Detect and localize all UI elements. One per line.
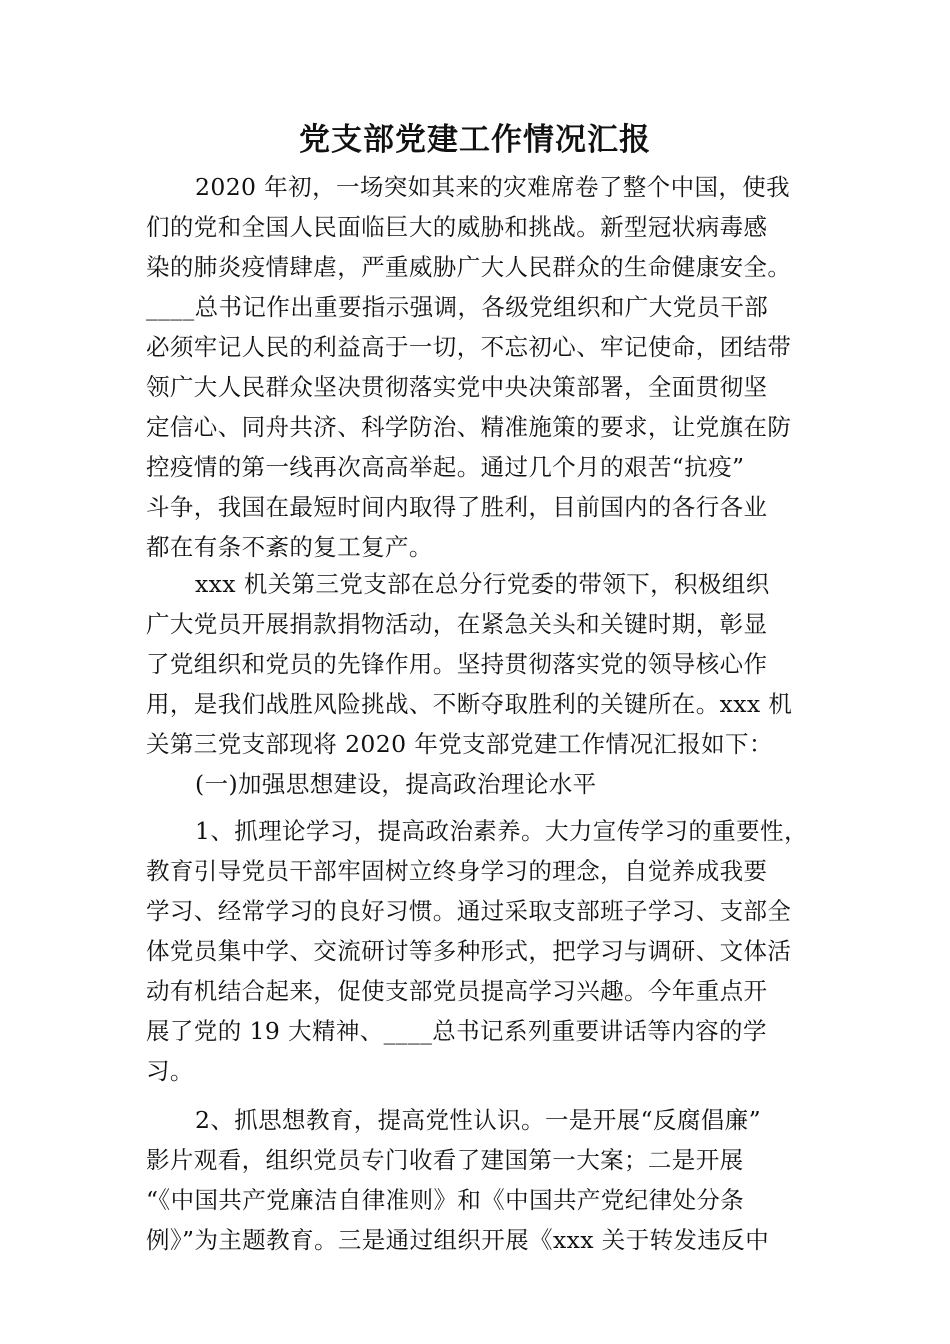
paragraph-1-line-6: 领广大人民群众坚决贯彻落实党中央决策部署，全面贯彻坚 — [146, 373, 768, 401]
paragraph-3-line-5: 动有机结合起来，促使支部党员提高学习兴趣。今年重点开 — [146, 977, 768, 1005]
paragraph-1-line-2: 们的党和全国人民面临巨大的威胁和挑战。新型冠状病毒感 — [146, 213, 768, 241]
paragraph-2-line-4: 用，是我们战胜风险挑战、不断夺取胜利的关键所在。xxx 机 — [146, 690, 793, 718]
paragraph-3-line-3: 学习、经常学习的良好习惯。通过采取支部班子学习、支部全 — [146, 897, 792, 925]
paragraph-1-line-1: 2020 年初，一场突如其来的灾难席卷了整个中国，使我 — [195, 173, 791, 201]
paragraph-2-line-3: 了党组织和党员的先锋作用。坚持贯彻落实党的领导核心作 — [146, 650, 768, 678]
paragraph-3-line-7: 习。 — [146, 1057, 194, 1085]
section-heading: (一)加强思想建设，提高政治理论水平 — [195, 770, 597, 798]
paragraph-1-line-9: 斗争，我国在最短时间内取得了胜利，目前国内的各行各业 — [146, 493, 768, 521]
paragraph-1-line-5: 必须牢记人民的利益高于一切，不忘初心、牢记使命，团结带 — [146, 333, 792, 361]
paragraph-4-line-1: 2、抓思想教育，提高党性认识。一是开展“反腐倡廉” — [195, 1106, 761, 1134]
paragraph-4-line-4: 例》”为主题教育。三是通过组织开展《xxx 关于转发违反中 — [146, 1226, 770, 1254]
paragraph-1-line-8: 控疫情的第一线再次高高举起。通过几个月的艰苦“抗疫” — [146, 453, 745, 481]
paragraph-1-line-7: 定信心、同舟共济、科学防治、精准施策的要求，让党旗在防 — [146, 413, 792, 441]
paragraph-2-line-2: 广大党员开展捐款捐物活动，在紧急关头和关键时期，彰显 — [146, 610, 768, 638]
paragraph-3-line-4: 体党员集中学、交流研讨等多种形式，把学习与调研、文体活 — [146, 937, 792, 965]
paragraph-4-line-3: “《中国共产党廉洁自律准则》和《中国共产党纪律处分条 — [146, 1186, 745, 1214]
paragraph-1-line-3: 染的肺炎疫情肆虐，严重威胁广大人民群众的生命健康安全。 — [146, 253, 792, 281]
paragraph-3-line-2: 教育引导党员干部牢固树立终身学习的理念，自觉养成我要 — [146, 857, 768, 885]
paragraph-2-line-5: 关第三党支部现将 2020 年党支部党建工作情况汇报如下： — [146, 730, 773, 758]
paragraph-2-line-1: xxx 机关第三党支部在总分行党委的带领下，积极组织 — [195, 570, 770, 598]
paragraph-4-line-2: 影片观看，组织党员专门收看了建国第一大案；二是开展 — [146, 1146, 744, 1174]
paragraph-1-line-10: 都在有条不紊的复工复产。 — [146, 533, 433, 561]
paragraph-1-line-4: ____总书记作出重要指示强调，各级党组织和广大党员干部 — [146, 293, 769, 321]
paragraph-3-line-1: 1、抓理论学习，提高政治素养。大力宣传学习的重要性， — [195, 817, 808, 845]
document-title: 党支部党建工作情况汇报 — [299, 122, 651, 158]
paragraph-3-line-6: 展了党的 19 大精神、____总书记系列重要讲话等内容的学 — [146, 1017, 767, 1045]
